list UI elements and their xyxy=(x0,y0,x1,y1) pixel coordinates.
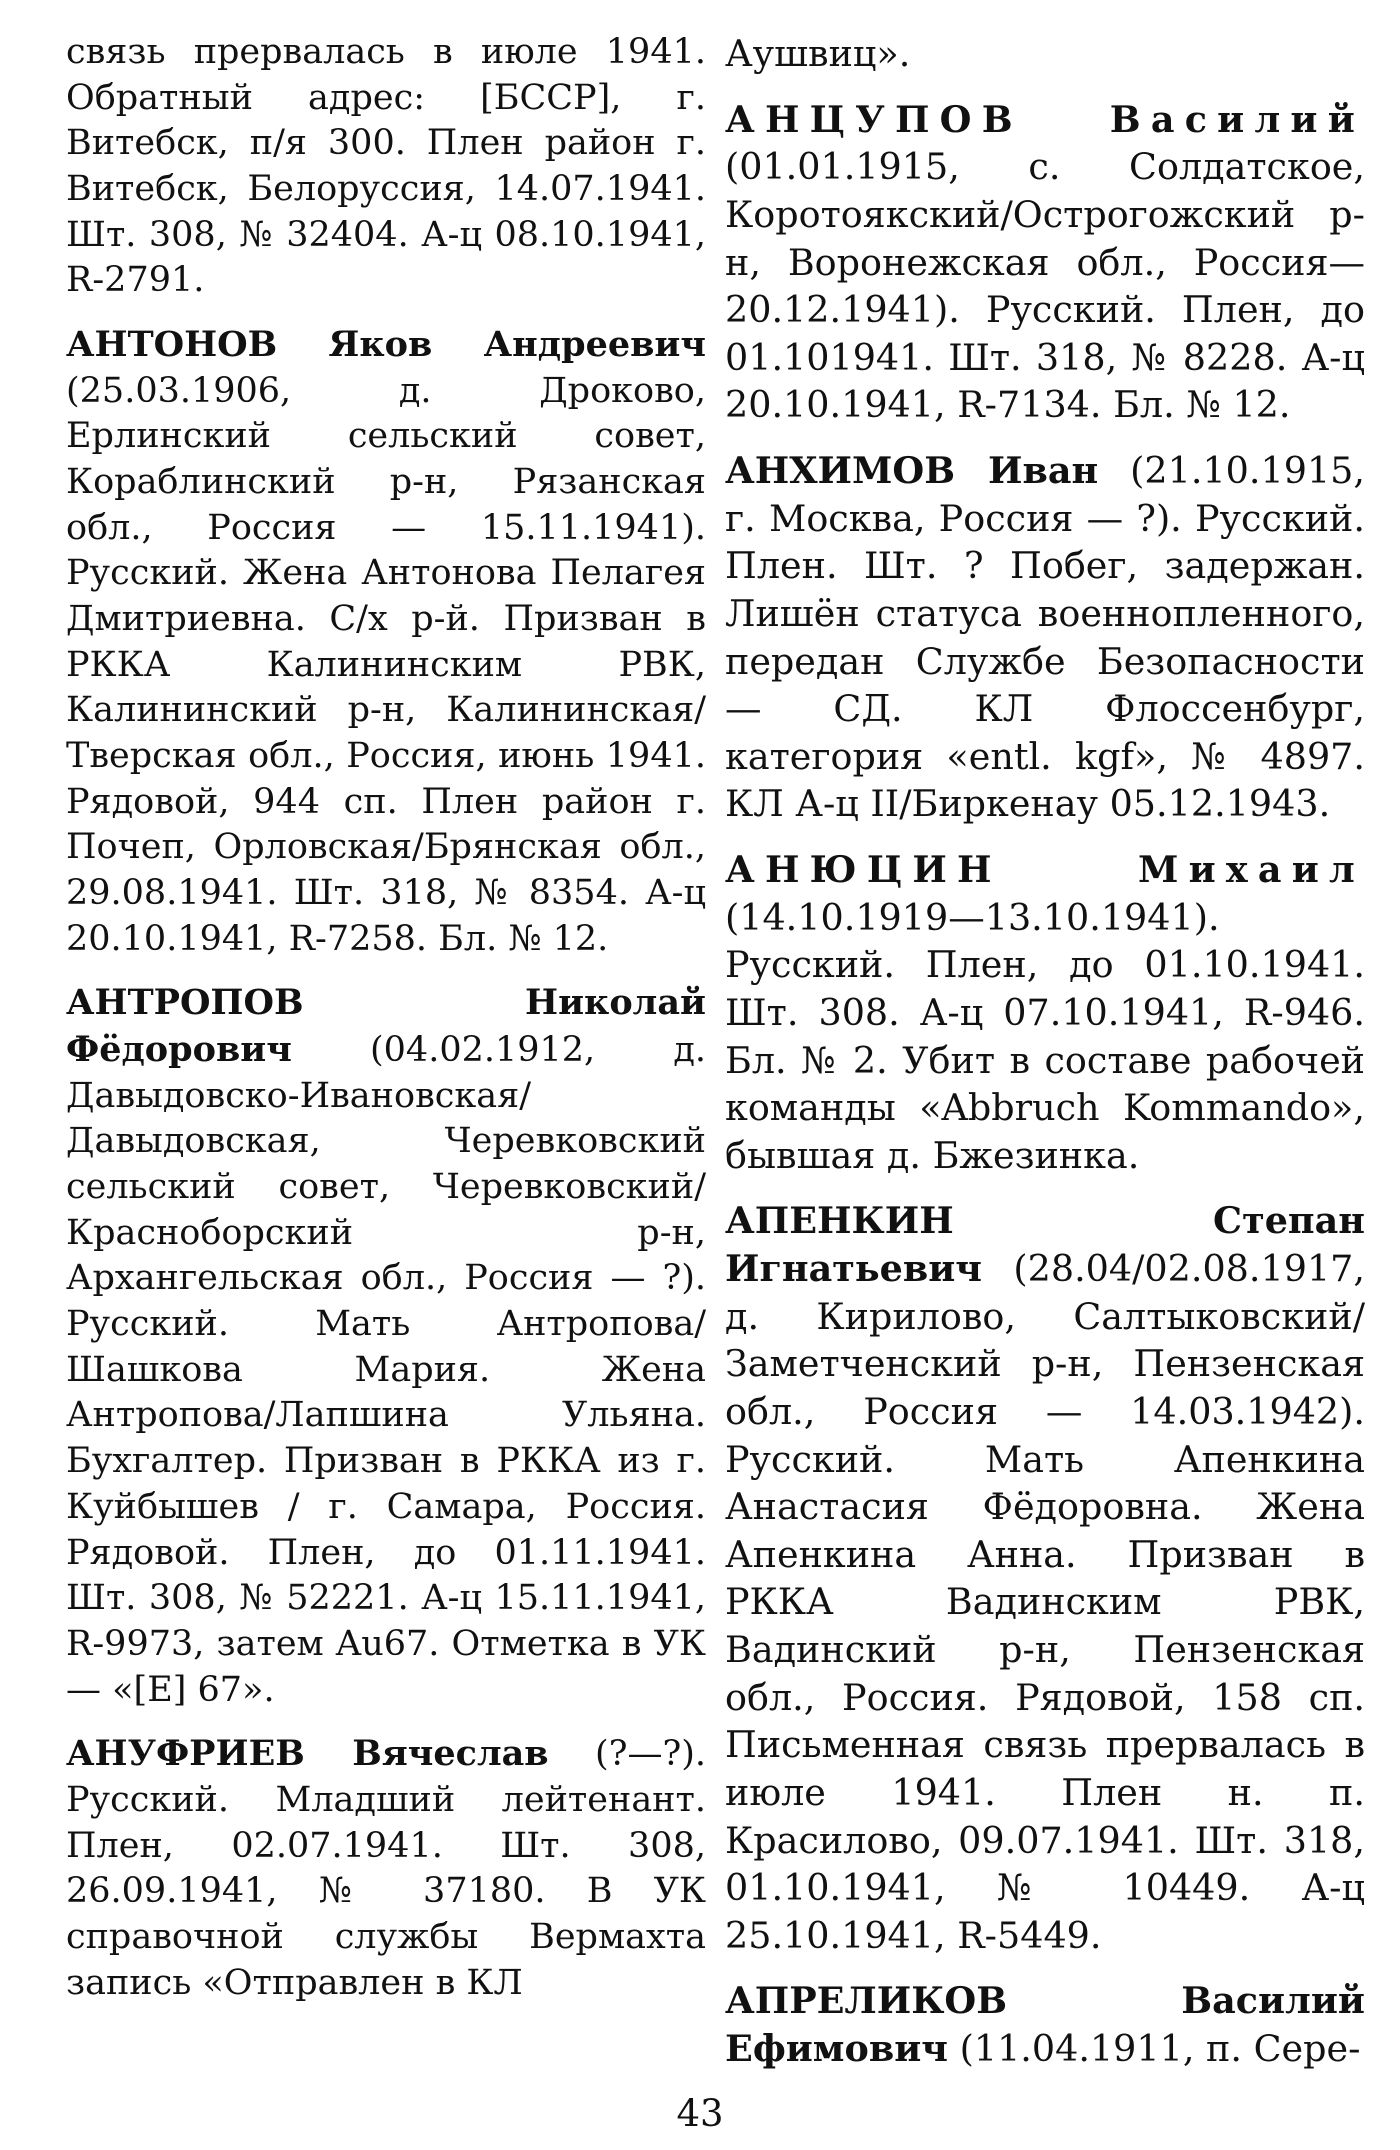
entry-text: Аушвиц». xyxy=(725,32,911,75)
entry-text: (04.02.1912, д. Давыдовско-Ивановская/Давыдовская, Черевковский сельский совет, Черевковский/Красноборский р-н, Архангельская обл., Россия — ?). Русский. Мать Антропова/Шашкова Мария. Жена Антропова/Лапшина Ульяна. Бухгалтер. Призван в РККА из г. Куйбышев / г. Самара, Россия. Рядовой. Плен, до 01.11.1941. Шт. 308, № 52221. А-ц 15.11.1941, R-9973, затем Au67. Отметка в УК — «[E] 67». xyxy=(66,1030,706,1710)
entry-heading: АНТРОПОВ Николай Фёдорович xyxy=(66,982,706,1071)
entry-continuation xyxy=(66,30,706,304)
entry-antropov xyxy=(66,980,706,1713)
entry-heading: АНУФРИЕВ Вячеслав xyxy=(66,1733,549,1775)
entry-anufriev xyxy=(66,1731,706,2006)
entry-text: (21.10.1915, г. Москва, Россия — ?). Русский. Плен. Шт. ? Побег, задержан. Лишён статуса военнопленного, передан Службе Безопасности — СД. КЛ Флоссенбург, категория «entl. kgf», № 4897. КЛ А-ц II/Биркенау 05.12.1943. xyxy=(725,449,1365,826)
entry-apenkin xyxy=(725,1197,1365,1959)
entry-heading: АНЮЦИН Михаил xyxy=(725,848,1365,891)
entry-text: (?—?). Русский. Младший лейтенант. Плен, 02.07.1941. Шт. 308, 26.09.1941, № 37180. В УК справочной службы Вермахта запись «Отправлен в КЛ xyxy=(66,1734,707,2003)
entry-antsupov xyxy=(725,96,1365,429)
entry-text: (28.04/02.08.1917, д. Кирилово, Салтыковский/Заметченский р-н, Пензенская обл., Россия — 14.03.1942). Русский. Мать Апенкина Анастасия Фёдоровна. Жена Апенкина Анна. Призван в РККА Вадинским РВК, Вадинский р-н, Пензенская обл., Россия. Рядовой, 158 сп. Письменная связь прервалась в июле 1941. Плен н. п. Красилово, 09.07.1941. Шт. 318, 01.10.1941, № 10449. А-ц 25.10.1941, R-5449. xyxy=(725,1247,1365,1957)
left-column xyxy=(66,30,706,2006)
entry-heading: АНТОНОВ Яков Андреевич xyxy=(66,324,706,366)
entry-text: (25.03.1906, д. Дроково, Ерлинский сельский совет, Кораблинский р-н, Рязанская обл., Россия — 15.11.1941). Русский. Жена Антонова Пелагея Дмитриевна. С/х р-й. Призван в РККА Калининским РВК, Калининский р-н, Калининская/Тверская обл., Россия, июнь 1941. Рядовой, 944 сп. Плен район г. Почеп, Орловская/Брянская обл., 29.08.1941. Шт. 318, № 8354. А-ц 20.10.1941, R-7258. Бл. № 12. xyxy=(66,370,706,959)
right-column xyxy=(725,30,1365,2073)
entry-antonov xyxy=(66,322,706,962)
entry-aprelikov xyxy=(725,1977,1365,2072)
entry-heading: АПРЕЛИКОВ Василий Ефимович xyxy=(725,1979,1365,2070)
entry-text: связь прервалась в июле 1941. Обратный адрес: [БССР], г. Витебск, п/я 300. Плен район г. Витебск, Белоруссия, 14.07.1941. Шт. 308, № 32404. А-ц 08.10.1941, R-2791. xyxy=(66,32,706,301)
entry-heading: АНЦУПОВ Василий xyxy=(725,97,1365,141)
entry-heading: АНХИМОВ Иван xyxy=(725,449,1099,492)
entry-continuation xyxy=(725,30,1365,78)
page-number: 43 xyxy=(676,2092,724,2135)
entry-heading: АПЕНКИН Степан Игнатьевич xyxy=(725,1199,1365,1290)
entry-text: (01.01.1915, с. Солдатское, Коротоякский/Острогожский р-н, Воронежская обл., Россия—20.12.1941). Русский. Плен, до 01.101941. Шт. 318, № 8228. А-ц 20.10.1941, R-7134. Бл. № 12. xyxy=(725,145,1365,427)
entry-ankhimov xyxy=(725,447,1365,828)
entry-text: (14.10.1919—13.10.1941). Русский. Плен, до 01.10.1941. Шт. 308. А-ц 07.10.1941, R-946. Бл. № 2. Убит в составе рабочей команды «Abbruch Kommando», бывшая д. Бжезинка. xyxy=(725,895,1365,1177)
entry-anyutsin xyxy=(725,846,1365,1179)
entry-text: (11.04.1911, п. Сере- xyxy=(948,2027,1361,2070)
